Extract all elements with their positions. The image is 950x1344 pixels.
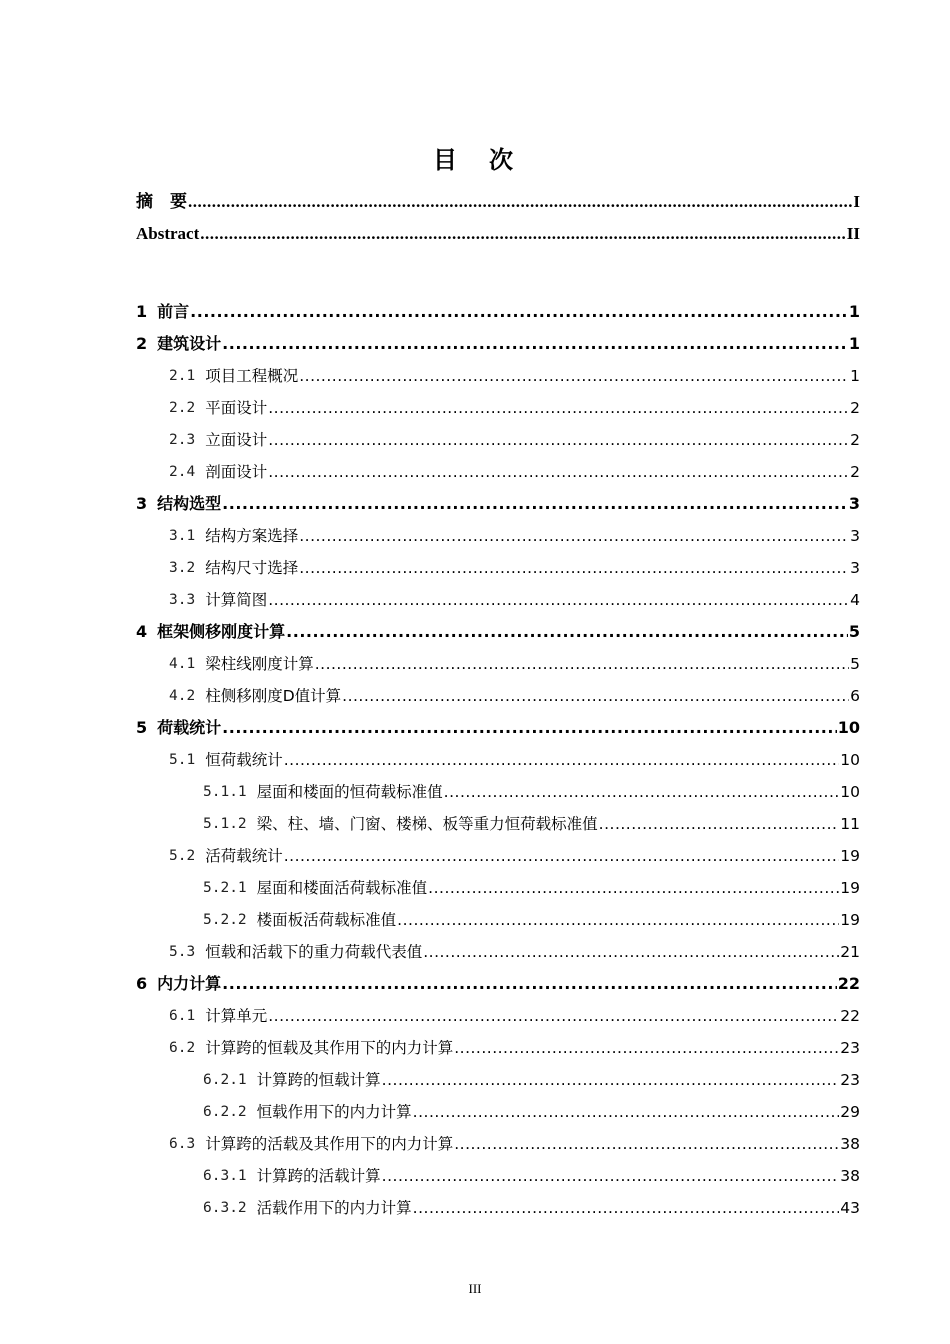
leader-dots (286, 616, 848, 648)
toc-entry[interactable] (136, 392, 860, 424)
toc-entry-page: 38 (840, 1135, 860, 1153)
toc-entry-page: 19 (840, 879, 860, 897)
toc-entry-number: 6.2 (169, 1040, 196, 1056)
toc-entry[interactable] (136, 456, 860, 488)
toc-entry-number: 6.2.2 (203, 1104, 247, 1120)
toc-entry-page: 3 (850, 559, 860, 577)
toc-entry[interactable] (136, 584, 860, 616)
toc-entry-page: 11 (840, 815, 860, 833)
toc-entry-number: 3.2 (169, 560, 196, 576)
toc-entry-number: 5.1.1 (203, 784, 247, 800)
toc-entry-abstract-zh[interactable] (136, 186, 860, 218)
leader-dots (190, 296, 848, 328)
toc-entry-number: 3.3 (169, 592, 196, 608)
toc-entry[interactable] (136, 552, 860, 584)
toc-entry-number: 6 (136, 974, 148, 993)
toc-entry-page: 21 (840, 943, 860, 961)
toc-entry-number: 4 (136, 622, 148, 641)
toc-entry[interactable] (136, 872, 860, 904)
toc-entry-title: 结构尺寸选择 (205, 559, 299, 577)
toc-entry-number: 6.2.1 (203, 1072, 247, 1088)
toc-entry-title: 活荷载统计 (205, 847, 283, 865)
toc-entry-title: 计算跨的活载及其作用下的内力计算 (205, 1135, 454, 1153)
toc-entry-number: 5.2.2 (203, 912, 247, 928)
toc-entry-number: 3.1 (169, 528, 196, 544)
toc-entry-page: 2 (850, 431, 860, 449)
leader-dots (222, 712, 837, 744)
toc-entry[interactable] (136, 904, 860, 936)
toc-entry-title: 建筑设计 (157, 334, 222, 353)
toc-entry[interactable] (136, 488, 860, 520)
toc-entry-title: 恒载作用下的内力计算 (256, 1103, 412, 1121)
leader-dots (200, 218, 846, 250)
toc-entry[interactable] (136, 808, 860, 840)
toc-entry-page: 43 (840, 1199, 860, 1217)
toc-entry[interactable] (136, 1128, 860, 1160)
toc-entry-abstract-en[interactable] (136, 218, 860, 250)
toc-entry-title: 梁、柱、墙、门窗、楼梯、板等重力恒荷载标准值 (256, 815, 598, 833)
toc-entry-title: Abstract (136, 224, 200, 243)
toc-entry-title: 计算简图 (205, 591, 268, 609)
toc-entry-page: 1 (848, 302, 860, 321)
toc-entry-page: 29 (840, 1103, 860, 1121)
toc-entry-title: 荷载统计 (157, 718, 222, 737)
leader-dots (284, 744, 840, 776)
leader-dots (342, 680, 849, 712)
toc-entry-title: 内力计算 (157, 974, 222, 993)
toc-entry[interactable] (136, 296, 860, 328)
leader-dots (299, 520, 849, 552)
toc-entry-title: 剖面设计 (205, 463, 268, 481)
page-number-footer: III (468, 1281, 482, 1296)
toc-entry[interactable] (136, 712, 860, 744)
leader-dots (268, 584, 849, 616)
toc-entry[interactable] (136, 520, 860, 552)
toc-entry-page: 1 (850, 367, 860, 385)
toc-entry-number: 4.2 (169, 688, 196, 704)
toc-entry-number: 2.2 (169, 400, 196, 416)
toc-entry-title: 梁柱线刚度计算 (205, 655, 314, 673)
toc-entry[interactable] (136, 1064, 860, 1096)
toc-entry-title: 恒荷载统计 (205, 751, 283, 769)
toc-entry-page: 22 (837, 974, 860, 993)
leader-dots (382, 1064, 840, 1096)
toc-entry[interactable] (136, 1096, 860, 1128)
leader-dots (454, 1128, 839, 1160)
toc-entry[interactable] (136, 648, 860, 680)
toc-entry[interactable] (136, 776, 860, 808)
toc-entry-title: 屋面和楼面活荷载标准值 (256, 879, 428, 897)
toc-entry[interactable] (136, 1160, 860, 1192)
toc-entry-page: 22 (840, 1007, 860, 1025)
toc-entry-page: 1 (848, 334, 860, 353)
toc-entry-title: 平面设计 (205, 399, 268, 417)
toc-entry-number: 2.4 (169, 464, 196, 480)
toc-entry-page: II (846, 224, 860, 243)
leader-dots (444, 776, 840, 808)
leader-dots (268, 424, 849, 456)
toc-entry-page: 5 (850, 655, 860, 673)
toc-entry[interactable] (136, 424, 860, 456)
toc-entry-number: 4.1 (169, 656, 196, 672)
toc-entry-number: 5.1.2 (203, 816, 247, 832)
toc-entry-title: 柱侧移刚度D值计算 (205, 687, 342, 705)
toc-chapter-list (136, 296, 860, 1224)
toc-entry-title: 计算跨的恒载计算 (256, 1071, 381, 1089)
toc-entry-page: 10 (840, 751, 860, 769)
leader-dots (188, 186, 852, 218)
toc-entry-number: 2.1 (169, 368, 196, 384)
toc-entry[interactable] (136, 680, 860, 712)
leader-dots (454, 1032, 839, 1064)
toc-entry-title: 结构方案选择 (205, 527, 299, 545)
toc-entry-number: 3 (136, 494, 148, 513)
leader-dots (222, 488, 848, 520)
toc-entry-page: 19 (840, 847, 860, 865)
toc-entry-title: 活载作用下的内力计算 (256, 1199, 412, 1217)
toc-entry[interactable] (136, 968, 860, 1000)
toc-entry[interactable] (136, 936, 860, 968)
toc-entry[interactable] (136, 328, 860, 360)
toc-entry-title: 计算单元 (205, 1007, 268, 1025)
leader-dots (315, 648, 849, 680)
toc-entry-title: 项目工程概况 (205, 367, 299, 385)
toc-entry-number: 5.2.1 (203, 880, 247, 896)
leader-dots (423, 936, 839, 968)
toc-entry-page: 3 (848, 494, 860, 513)
toc-entry-title: 计算跨的活载计算 (256, 1167, 381, 1185)
leader-dots (222, 328, 848, 360)
toc-entry[interactable] (136, 840, 860, 872)
toc-entry-number: 6.1 (169, 1008, 196, 1024)
toc-entry-number: 1 (136, 302, 148, 321)
leader-dots (284, 840, 840, 872)
toc-entry-number: 5 (136, 718, 148, 737)
toc-entry[interactable] (136, 1032, 860, 1064)
toc-entry-number: 2.3 (169, 432, 196, 448)
toc-entry-page: 2 (850, 399, 860, 417)
toc-entry-number: 6.3 (169, 1136, 196, 1152)
toc-entry[interactable] (136, 616, 860, 648)
toc-entry-title: 结构选型 (157, 494, 222, 513)
toc-entry-page: 6 (850, 687, 860, 705)
toc-entry[interactable] (136, 360, 860, 392)
toc-entry-number: 6.3.2 (203, 1200, 247, 1216)
leader-dots (599, 808, 840, 840)
toc-entry-page: 23 (840, 1039, 860, 1057)
toc-entry-page: 3 (850, 527, 860, 545)
toc-entry-page: 38 (840, 1167, 860, 1185)
toc-entry-number: 2 (136, 334, 148, 353)
toc-entry-title: 前言 (157, 302, 190, 321)
toc-entry-page: I (853, 192, 860, 211)
toc-entry-title: 楼面板活荷载标准值 (256, 911, 397, 929)
leader-dots (397, 904, 839, 936)
toc-entry-page: 10 (837, 718, 860, 737)
leader-dots (268, 1000, 839, 1032)
toc-entry-title: 恒载和活载下的重力荷载代表值 (205, 943, 423, 961)
toc-entry-number: 5.1 (169, 752, 196, 768)
leader-dots (299, 360, 849, 392)
table-of-contents (136, 186, 860, 1224)
leader-dots (413, 1096, 840, 1128)
page-title: 目 次 (433, 145, 517, 174)
leader-dots (268, 456, 849, 488)
toc-entry-title: 立面设计 (205, 431, 268, 449)
toc-entry[interactable] (136, 744, 860, 776)
leader-dots (222, 968, 837, 1000)
leader-dots (428, 872, 839, 904)
leader-dots (268, 392, 849, 424)
toc-entry-number: 5.3 (169, 944, 196, 960)
toc-entry-page: 19 (840, 911, 860, 929)
toc-entry-title: 框架侧移刚度计算 (157, 622, 286, 641)
toc-entry-page: 23 (840, 1071, 860, 1089)
leader-dots (382, 1160, 840, 1192)
toc-entry-page: 5 (848, 622, 860, 641)
leader-dots (413, 1192, 840, 1224)
toc-entry-page: 4 (850, 591, 860, 609)
toc-entry-title: 计算跨的恒载及其作用下的内力计算 (205, 1039, 454, 1057)
toc-entry-page: 10 (840, 783, 860, 801)
toc-entry-page: 2 (850, 463, 860, 481)
toc-entry-number: 6.3.1 (203, 1168, 247, 1184)
leader-dots (299, 552, 849, 584)
toc-entry-title: 屋面和楼面的恒荷载标准值 (256, 783, 443, 801)
toc-entry[interactable] (136, 1000, 860, 1032)
toc-entry-title: 摘 要 (136, 192, 187, 211)
toc-entry-number: 5.2 (169, 848, 196, 864)
toc-entry[interactable] (136, 1192, 860, 1224)
